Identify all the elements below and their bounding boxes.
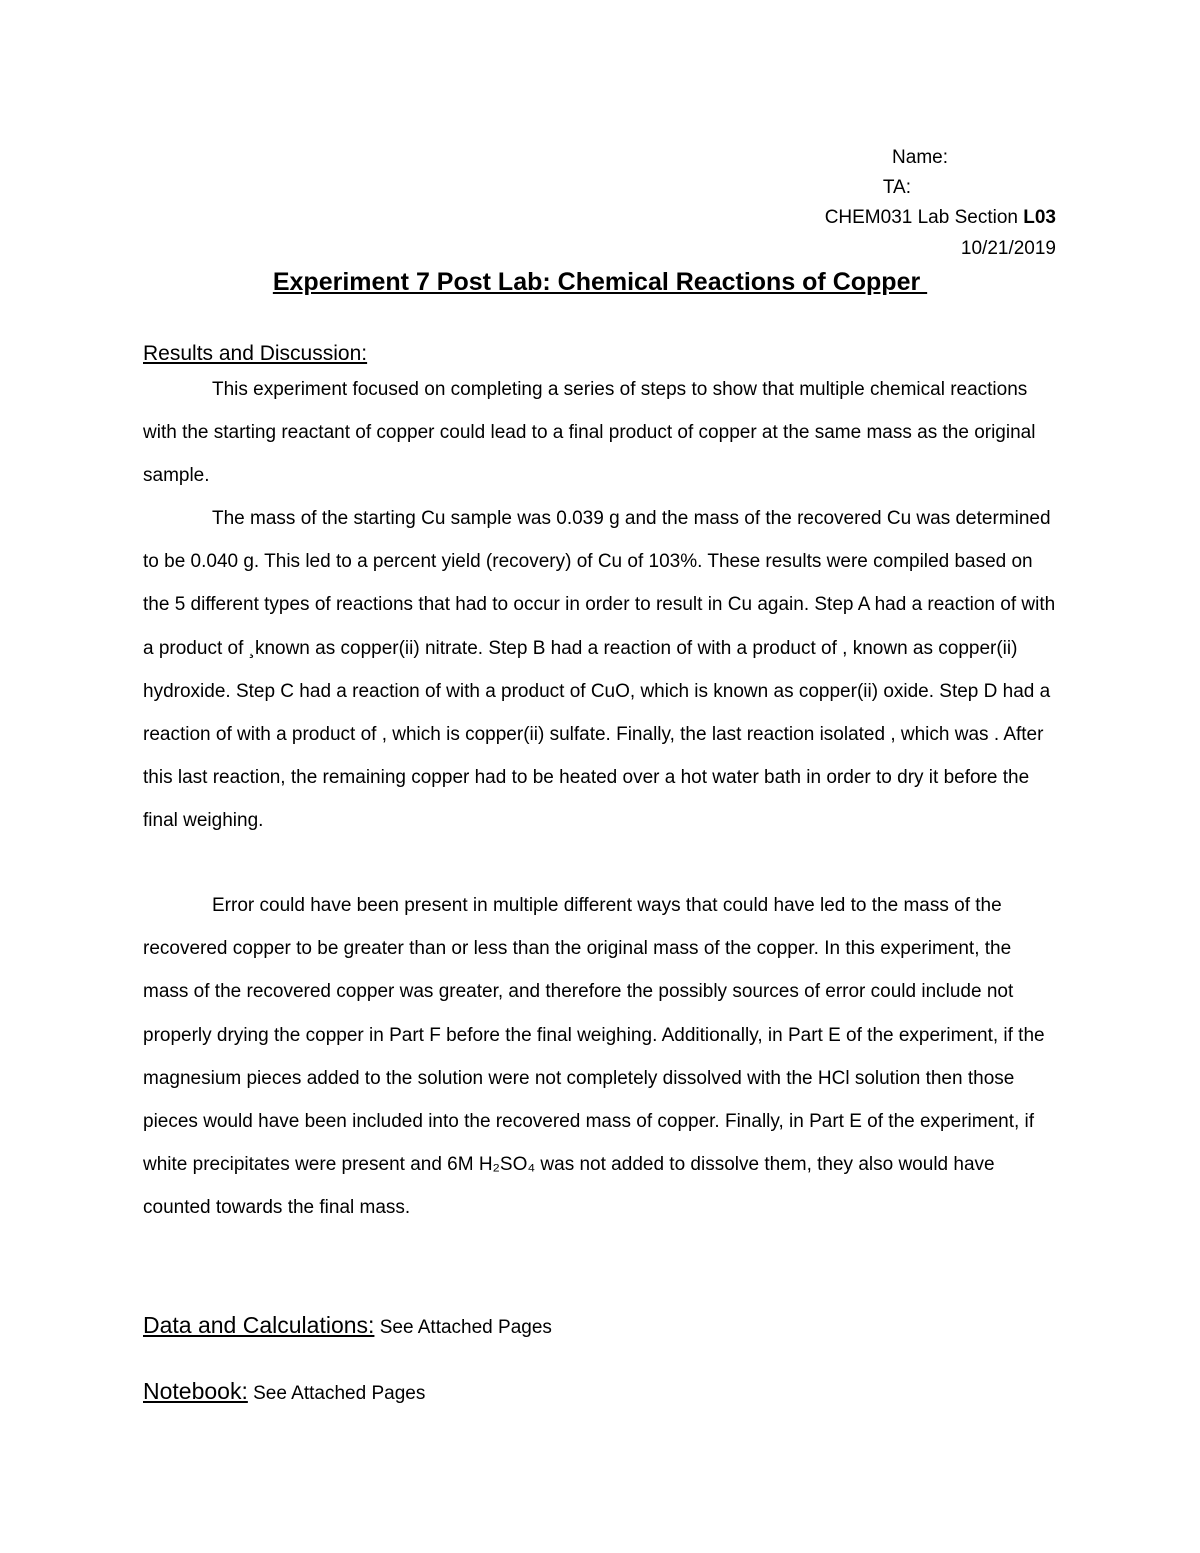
report-date: 10/21/2019 [960,238,1056,259]
document-title: Experiment 7 Post Lab: Chemical Reactions of Copper [272,268,928,296]
lab-section-code: L03 [1023,207,1056,228]
results-paragraph-1 [143,368,1058,498]
data-calculations-line [143,1312,552,1339]
notebook-line [143,1378,425,1405]
results-paragraph-2 [143,497,1058,843]
results-paragraph-3 [143,884,1058,1230]
paragraph-text: The mass of the starting Cu sample was 0.039 g and the mass of the recovered Cu was determined to be 0.040 g. This led to a percent yield (recovery) of Cu of 103%. These results were compiled based on the 5 different types of reactions that had to occur in order to result in Cu again. Step A had a reaction of with a product of ¸known as copper(ii) nitrate. Step B had a reaction of with a product of , known as copper(ii) hydroxide. Step C had a reaction of with a product of CuO, which is known as copper(ii) oxide. Step D had a reaction of with a product of , which is copper(ii) sulfate. Finally, the last reaction isolated , which was . After this last reaction, the remaining copper had to be heated over a hot water bath in order to dry it before the final weighing. [143,508,1056,832]
notebook-note: See Attached Pages [247,1383,426,1404]
results-discussion-heading: Results and Discussion: [143,342,368,365]
paragraph-text: Error could have been present in multiple different ways that could have led to the mass of the recovered copper to be greater than or less than the original mass of the copper. In this experiment, the mass of the recovered copper was greater, and therefore the possibly sources of error could include not properly drying the copper in Part F before the final weighing. Additionally, in Part E of the experiment, if the magnesium pieces added to the solution were not completely dissolved with the HCl solution then those pieces would have been included into the recovered mass of copper. Finally, in Part E of the experiment, if white precipitates were present and 6M H₂SO₄ was not added to dissolve them, they also would have counted towards the final mass. [143,895,1045,1219]
notebook-heading: Notebook: [143,1378,248,1404]
data-calculations-note: See Attached Pages [374,1317,552,1338]
name-label: Name: [892,147,948,168]
data-calculations-heading: Data and Calculations: [143,1312,375,1338]
lab-section [825,203,1056,233]
paragraph-text: This experiment focused on completing a series of steps to show that multiple chemical reactions with the starting reactant of copper could lead to a final product of copper at the same mass as the original sample. [143,379,1036,487]
ta-label: TA: [882,177,911,198]
lab-section-prefix: CHEM031 Lab Section [824,207,1024,228]
